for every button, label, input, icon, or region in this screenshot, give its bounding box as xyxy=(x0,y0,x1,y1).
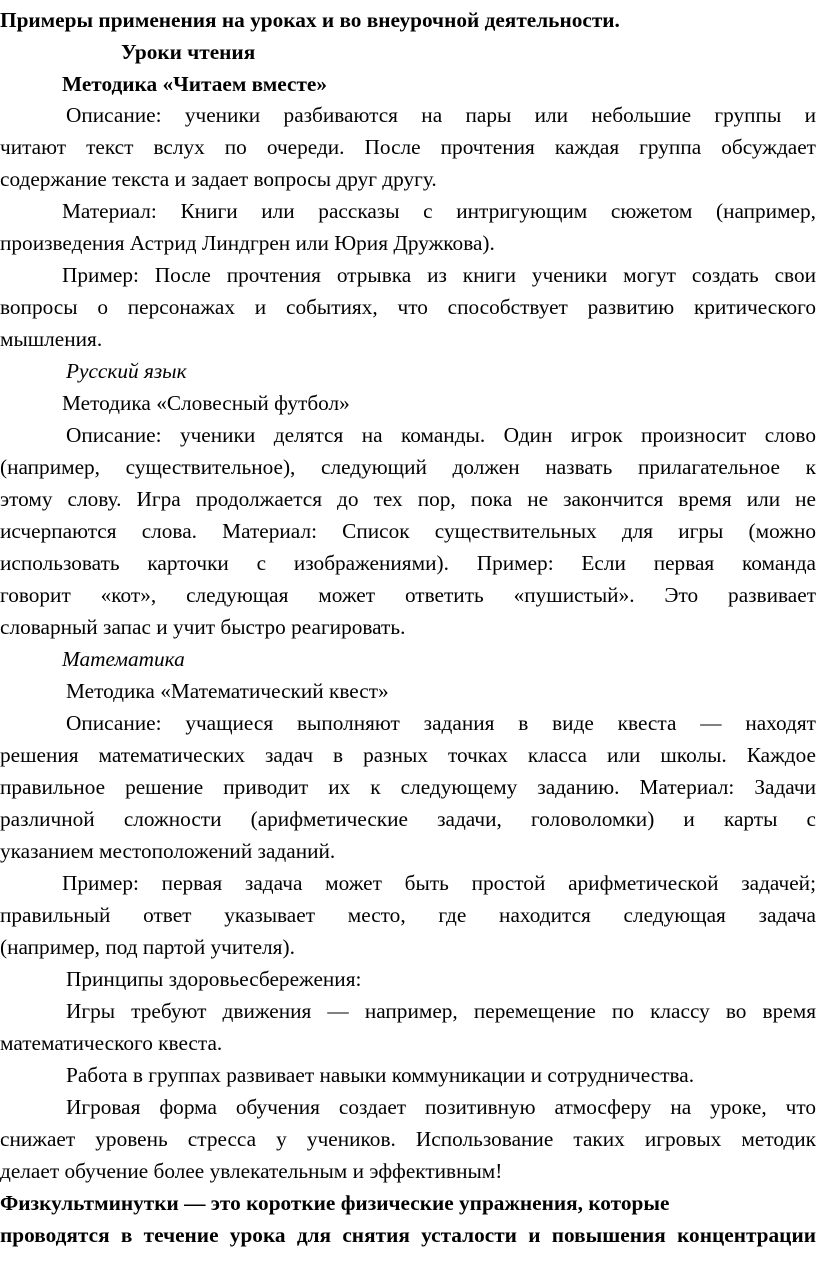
math-method-title: Методика «Математический квест» xyxy=(66,679,389,703)
math-description-line: решения математических задач в разных точках класса или школы. Каждое xyxy=(0,743,816,767)
fizkult-line: Физкультминутки — это короткие физические упражнения, которые xyxy=(0,1191,670,1215)
reading-example-line: Пример: После прочтения отрывка из книги ученики могут создать свои xyxy=(62,263,816,287)
russian-description-line: исчерпаются слова. Материал: Список существительных для игры (можно xyxy=(0,519,816,543)
reading-description-line: содержание текста и задает вопросы друг другу. xyxy=(0,167,437,191)
principles-title: Принципы здоровьесбережения: xyxy=(66,967,362,991)
reading-description-line: Описание: ученики разбиваются на пары или небольшие группы и xyxy=(66,103,816,127)
reading-material-line: произведения Астрид Линдгрен или Юрия Дружкова). xyxy=(0,231,495,255)
math-example-line: правильный ответ указывает место, где находится следующая задача xyxy=(0,903,816,927)
russian-method-title: Методика «Словесный футбол» xyxy=(62,391,350,415)
reading-example-line: мышления. xyxy=(0,327,103,351)
principle-game-form-line: делает обучение более увлекательным и эффективным! xyxy=(0,1159,503,1183)
math-description-line: Описание: учащиеся выполняют задания в виде квеста — находят xyxy=(66,711,816,735)
russian-description-line: использовать карточки с изображениями). Пример: Если первая команда xyxy=(0,551,816,575)
fizkult-line: проводятся в течение урока для снятия усталости и повышения концентрации xyxy=(0,1223,816,1247)
reading-section-title: Уроки чтения xyxy=(121,40,256,64)
document-heading: Примеры применения на уроках и во внеурочной деятельности. xyxy=(0,8,620,32)
reading-method-title: Методика «Читаем вместе» xyxy=(62,72,328,96)
principle-groups: Работа в группах развивает навыки коммуникации и сотрудничества. xyxy=(66,1063,695,1087)
math-example-line: Пример: первая задача может быть простой арифметической задачей; xyxy=(62,871,816,895)
russian-description-line: говорит «кот», следующая может ответить «пушистый». Это развивает xyxy=(0,583,816,607)
principle-game-form-line: Игровая форма обучения создает позитивную атмосферу на уроке, что xyxy=(66,1095,816,1119)
principle-movement-line: Игры требуют движения — например, перемещение по классу во время xyxy=(66,999,816,1023)
russian-description-line: Описание: ученики делятся на команды. Один игрок произносит слово xyxy=(66,423,816,447)
math-description-line: правильное решение приводит их к следующему заданию. Материал: Задачи xyxy=(0,775,816,799)
russian-section-title: Русский язык xyxy=(66,359,187,383)
math-section-title: Математика xyxy=(62,647,185,671)
reading-description-line: читают текст вслух по очереди. После прочтения каждая группа обсуждает xyxy=(0,135,816,159)
math-description-line: различной сложности (арифметические задачи, головоломки) и карты с xyxy=(0,807,816,831)
russian-description-line: словарный запас и учит быстро реагировать. xyxy=(0,615,406,639)
math-description-line: указанием местоположений заданий. xyxy=(0,839,336,863)
russian-description-line: (например, существительное), следующий должен назвать прилагательное к xyxy=(0,455,816,479)
reading-material-line: Материал: Книги или рассказы с интригующим сюжетом (например, xyxy=(62,199,816,223)
reading-example-line: вопросы о персонажах и событиях, что способствует развитию критического xyxy=(0,295,816,319)
principle-movement-line: математического квеста. xyxy=(0,1031,223,1055)
principle-game-form-line: снижает уровень стресса у учеников. Использование таких игровых методик xyxy=(0,1127,816,1151)
russian-description-line: этому слову. Игра продолжается до тех пор, пока не закончится время или не xyxy=(0,487,816,511)
math-example-line: (например, под партой учителя). xyxy=(0,935,295,959)
